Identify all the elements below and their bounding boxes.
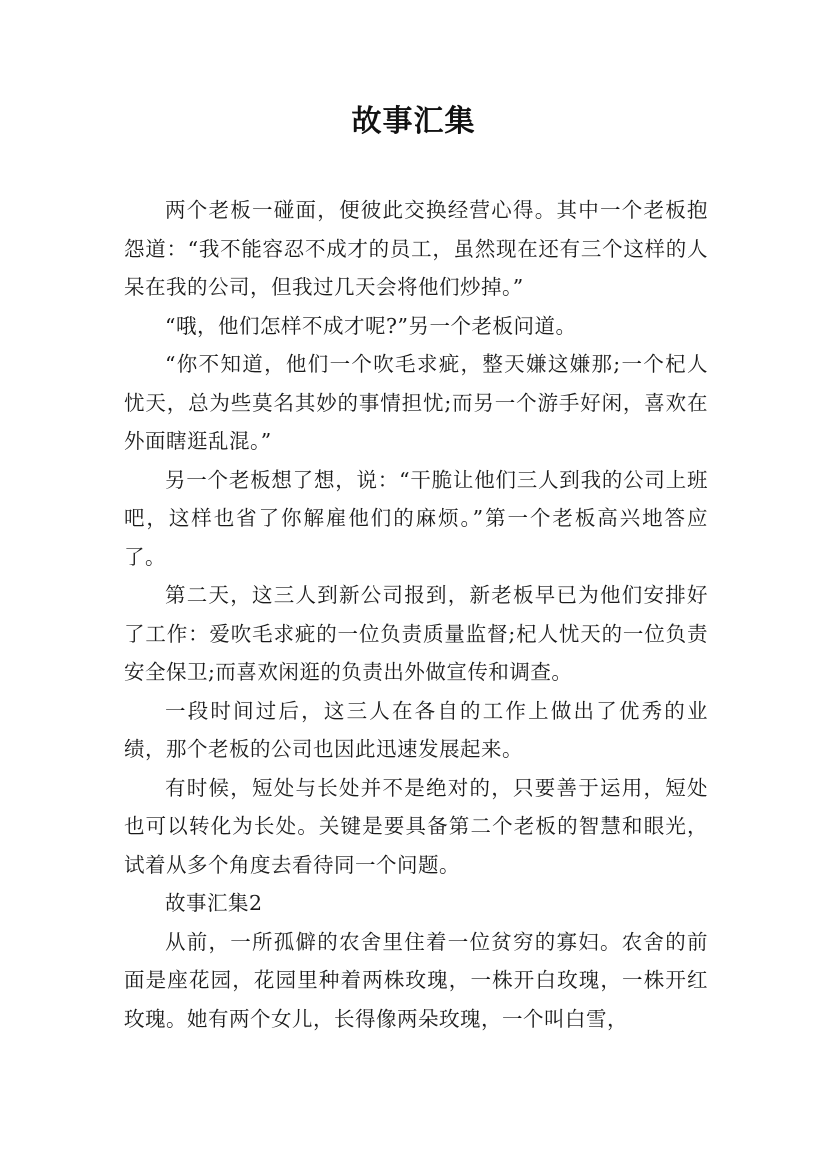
paragraph: 第二天，这三人到新公司报到，新老板早已为他们安排好了工作：爱吹毛求疵的一位负责质量监督;杞人忧天的一位负责安全保卫;而喜欢闲逛的负责出外做宣传和调查。 [124, 583, 708, 684]
paragraph: 从前，一所孤僻的农舍里住着一位贫穷的寡妇。农舍的前面是座花园，花园里种着两株玫瑰，一株开白玫瑰，一株开红玫瑰。她有两个女儿，长得像两朵玫瑰，一个叫白雪， [124, 929, 708, 1031]
paragraph: 一段时间过后，这三人在各自的工作上做出了优秀的业绩，那个老板的公司也因此迅速发展起来。 [124, 698, 708, 761]
document-body [124, 191, 708, 1038]
paragraph: 有时候，短处与长处并不是绝对的，只要善于运用，短处也可以转化为长处。关键是要具备第二个老板的智慧和眼光，试着从多个角度去看待同一个问题。 [124, 775, 708, 877]
paragraph: 两个老板一碰面，便彼此交换经营心得。其中一个老板抱怨道：“我不能容忍不成才的员工，虽然现在还有三个这样的人呆在我的公司，但我过几天会将他们炒掉。” [124, 198, 708, 299]
document-title: 故事汇集 [351, 104, 476, 139]
paragraph: 另一个老板想了想，说：“干脆让他们三人到我的公司上班吧，这样也省了你解雇他们的麻烦。”第一个老板高兴地答应了。 [124, 467, 708, 569]
paragraph: “哦，他们怎样不成才呢?”另一个老板问道。 [165, 313, 577, 338]
paragraph: “你不知道，他们一个吹毛求疵，整天嫌这嫌那;一个杞人忧天，总为些莫名其妙的事情担忧;而另一个游手好闲，喜欢在外面瞎逛乱混。” [124, 352, 708, 453]
section-heading: 故事汇集2 [165, 891, 263, 915]
